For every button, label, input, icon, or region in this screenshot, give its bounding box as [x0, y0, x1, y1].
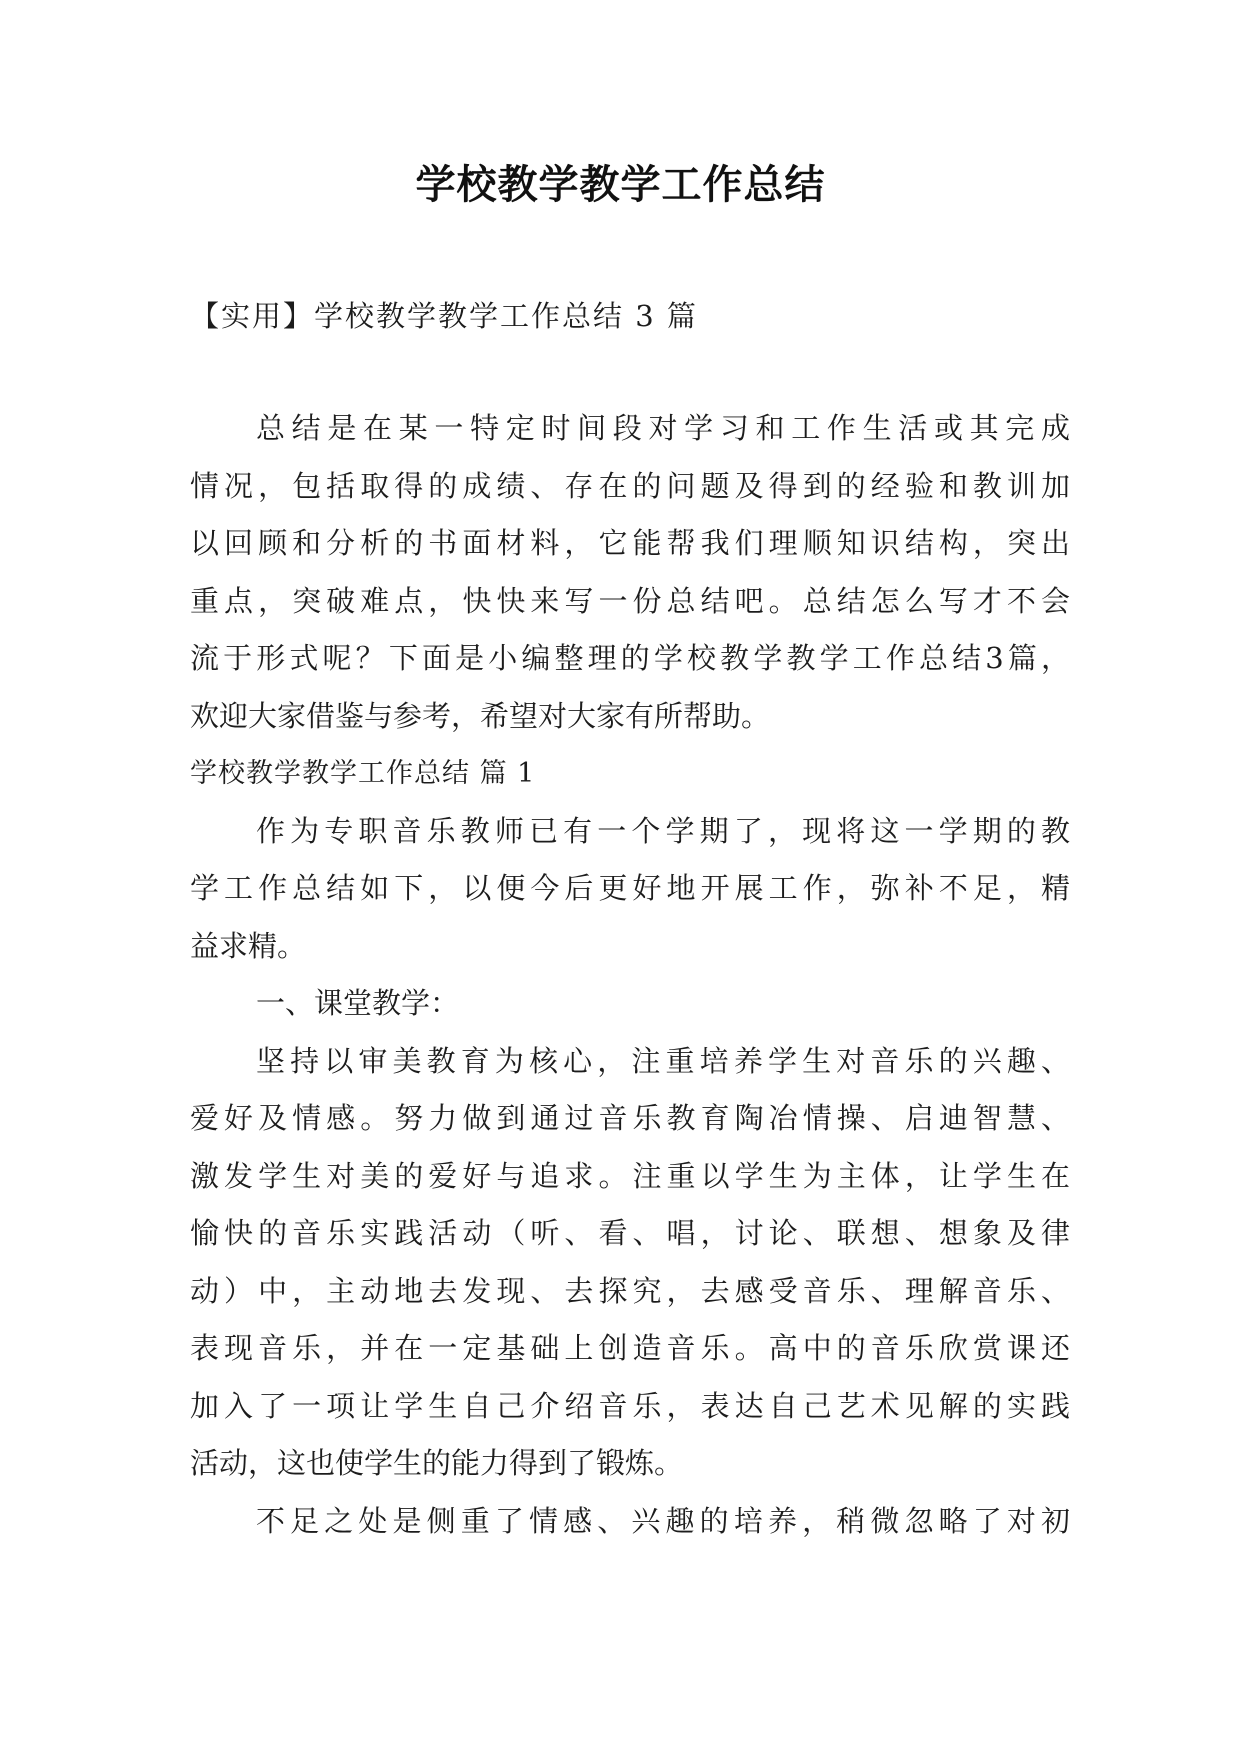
section-heading: 学校教学教学工作总结 篇 1: [190, 758, 536, 789]
paragraph-line: 不足之处是侧重了情感、兴趣的培养，稍微忽略了对初: [256, 1503, 1070, 1538]
paragraph-line: 学工作总结如下，以便今后更好地开展工作，弥补不足，精: [190, 871, 1070, 905]
paragraph-line: 爱好及情感。努力做到通过音乐教育陶冶情操、启迪智慧、: [190, 1101, 1070, 1135]
paragraph-line: 激发学生对美的爱好与追求。注重以学生为主体，让学生在: [190, 1158, 1070, 1193]
document-title: 学校教学教学工作总结: [415, 161, 826, 208]
paragraph-line: 益求精。: [190, 928, 307, 963]
paragraph-line: 活动，这也使学生的能力得到了锻炼。: [190, 1446, 684, 1480]
paragraph-line: 作为专职音乐教师已有一个学期了，现将这一学期的教: [256, 813, 1070, 848]
paragraph-line: 愉快的音乐实践活动（听、看、唱，讨论、联想、想象及律: [190, 1216, 1070, 1250]
document-subtitle: 【实用】学校教学教学工作总结 3 篇: [190, 299, 698, 333]
paragraph-line: 重点，突破难点，快快来写一份总结吧。总结怎么写才不会: [190, 583, 1070, 618]
paragraph-line: 以回顾和分析的书面材料，它能帮我们理顺知识结构，突出: [190, 526, 1070, 560]
paragraph-line: 情况，包括取得的成绩、存在的问题及得到的经验和教训加: [190, 468, 1070, 503]
paragraph-line: 欢迎大家借鉴与参考，希望对大家有所帮助。: [190, 698, 771, 733]
paragraph-line: 表现音乐，并在一定基础上创造音乐。高中的音乐欣赏课还: [190, 1331, 1070, 1365]
paragraph-line: 流于形式呢？下面是小编整理的学校教学教学工作总结3篇，: [190, 641, 1070, 675]
document-body: [190, 400, 1070, 1550]
paragraph-line: 坚持以审美教育为核心，注重培养学生对音乐的兴趣、: [256, 1043, 1070, 1078]
paragraph-line: 动）中，主动地去发现、去探究，去感受音乐、理解音乐、: [190, 1273, 1070, 1308]
paragraph-line: 总结是在某一特定时间段对学习和工作生活或其完成: [256, 411, 1070, 445]
subheading: 一、课堂教学：: [256, 986, 460, 1020]
paragraph-line: 加入了一项让学生自己介绍音乐，表达自己艺术见解的实践: [190, 1388, 1070, 1423]
